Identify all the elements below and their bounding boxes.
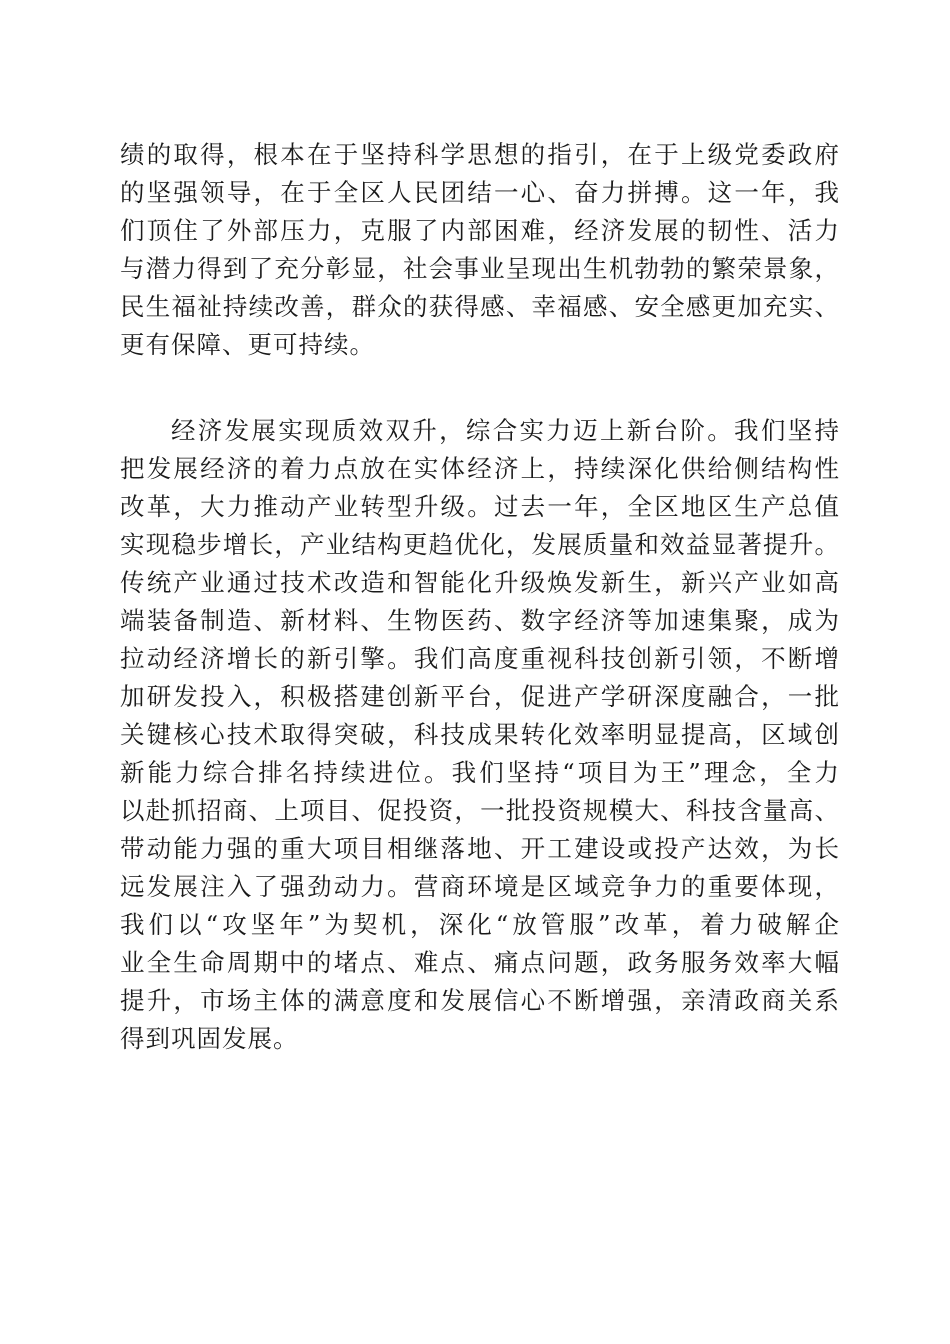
text-line: 拉动经济增长的新引擎。我们高度重视科技创新引领，不断增 xyxy=(120,644,840,673)
text-line: 的坚强领导，在于全区人民团结一心、奋力拼搏。这一年，我 xyxy=(120,178,840,207)
text-line: 更有保障、更可持续。 xyxy=(120,330,375,359)
text-line: 带动能力强的重大项目相继落地、开工建设或投产达效，为长 xyxy=(120,834,840,863)
text-line: 提升，市场主体的满意度和发展信心不断增强，亲清政商关系 xyxy=(120,986,840,1015)
text-line: 业全生命周期中的堵点、难点、痛点问题，政务服务效率大幅 xyxy=(120,948,840,977)
text-line: 关键核心技术取得突破，科技成果转化效率明显提高，区域创 xyxy=(120,720,840,749)
text-line: 我们以“攻坚年”为契机，深化“放管服”改革，着力破解企 xyxy=(120,910,840,939)
text-line: 远发展注入了强劲动力。营商环境是区域竞争力的重要体现， xyxy=(120,872,840,901)
text-line: 经济发展实现质效双升，综合实力迈上新台阶。我们坚持 xyxy=(171,416,840,445)
text-line: 绩的取得，根本在于坚持科学思想的指引，在于上级党委政府 xyxy=(120,140,840,169)
text-line: 把发展经济的着力点放在实体经济上，持续深化供给侧结构性 xyxy=(120,454,840,483)
paragraph-2 xyxy=(120,412,840,1058)
text-line: 得到巩固发展。 xyxy=(120,1024,299,1053)
text-line: 改革，大力推动产业转型升级。过去一年，全区地区生产总值 xyxy=(120,492,840,521)
text-line: 实现稳步增长，产业结构更趋优化，发展质量和效益显著提升。 xyxy=(120,530,840,559)
text-line: 加研发投入，积极搭建创新平台，促进产学研深度融合，一批 xyxy=(120,682,840,711)
text-line: 新能力综合排名持续进位。我们坚持“项目为王”理念，全力 xyxy=(120,758,840,787)
text-line: 与潜力得到了充分彰显，社会事业呈现出生机勃勃的繁荣景象， xyxy=(120,254,840,283)
text-line: 们顶住了外部压力，克服了内部困难，经济发展的韧性、活力 xyxy=(120,216,840,245)
text-line: 端装备制造、新材料、生物医药、数字经济等加速集聚，成为 xyxy=(120,606,840,635)
text-line: 传统产业通过技术改造和智能化升级焕发新生，新兴产业如高 xyxy=(120,568,840,597)
text-line: 以赴抓招商、上项目、促投资，一批投资规模大、科技含量高、 xyxy=(120,796,840,825)
text-line: 民生福祉持续改善，群众的获得感、幸福感、安全感更加充实、 xyxy=(120,292,840,321)
paragraph-1 xyxy=(120,136,840,364)
